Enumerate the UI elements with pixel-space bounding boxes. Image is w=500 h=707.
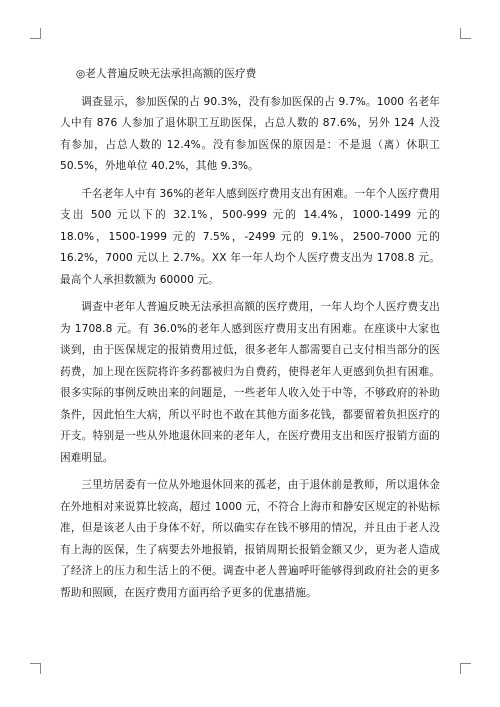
crop-mark-top-left <box>30 28 41 39</box>
paragraph-survey-insurance: 调查显示，参加医保的占 90.3%，没有参加医保的占 9.7%。1000 名老年人中有 876 人参加了退休职工互助医保，占总人数的 87.6%，另外 124 人没有参加，占总人数的 12.4%。没有参加医保的原因是：不是退（离）休职工 50.5%，外地单位 40.2%，其他 9.3%。 <box>60 95 440 172</box>
section-heading: ◎老人普遍反映无法承担高额的医疗费 <box>75 68 257 80</box>
document-body <box>60 64 440 604</box>
paragraph-case-example: 三里坊居委有一位从外地退休回来的孤老，由于退休前是教师，所以退休金在外地相对来说算比较高，超过 1000 元，不符合上海市和静安区规定的补贴标准，但是该老人由于身体不好，所以确实存在钱不够用的情况，并且由于老人没有上海的医保，生了病要去外地报销，报销周期长报销金额又少，更为老人造成了经济上的压力和生活上的不便。调查中老人普遍呼吁能够得到政府社会的更多帮助和照顾，在医疗费用方面再给予更多的优惠措施。 <box>60 479 440 599</box>
crop-mark-bottom-right <box>460 663 471 674</box>
paragraph-medical-expense-distribution: 千名老年人中有 36%的老年人感到医疗费用支出有困难。一年个人医疗费用支出 500 元以下的 32.1%，500-999 元的 14.4%，1000-1499 元的 18.0%，1500-1999 元的 7.5%，-2499 元的 9.1%，2500-7000 元的 16.2%，7000 元以上 2.7%。XX 年一年人均个人医疗费支出为 1708.8 元。最高个人承担数额为 60000 元。 <box>60 187 441 286</box>
crop-mark-top-right <box>460 28 471 39</box>
crop-mark-bottom-left <box>30 663 41 674</box>
paragraph-elderly-burden: 调查中老年人普遍反映无法承担高额的医疗费用，一年人均个人医疗费支出为 1708.8 元。有 36.0%的老年人感到医疗费用支出有困难。在座谈中大家也谈到，由于医保规定的报销费用过低，很多老年人都需要自己支付相当部分的医药费，加上现在医院将许多药都被归为自费药，使得老年人更感到负担有困难。很多实际的事例反映出来的问题是，一些老年人收入处于中等，不够政府的补助条件，因此怕生大病，所以平时也不敢在其他方面多花钱，都要留着负担医疗的开支。特别是一些从外地退休回来的老年人，在医疗费用支出和医疗报销方面的困难明显。 <box>60 301 440 464</box>
